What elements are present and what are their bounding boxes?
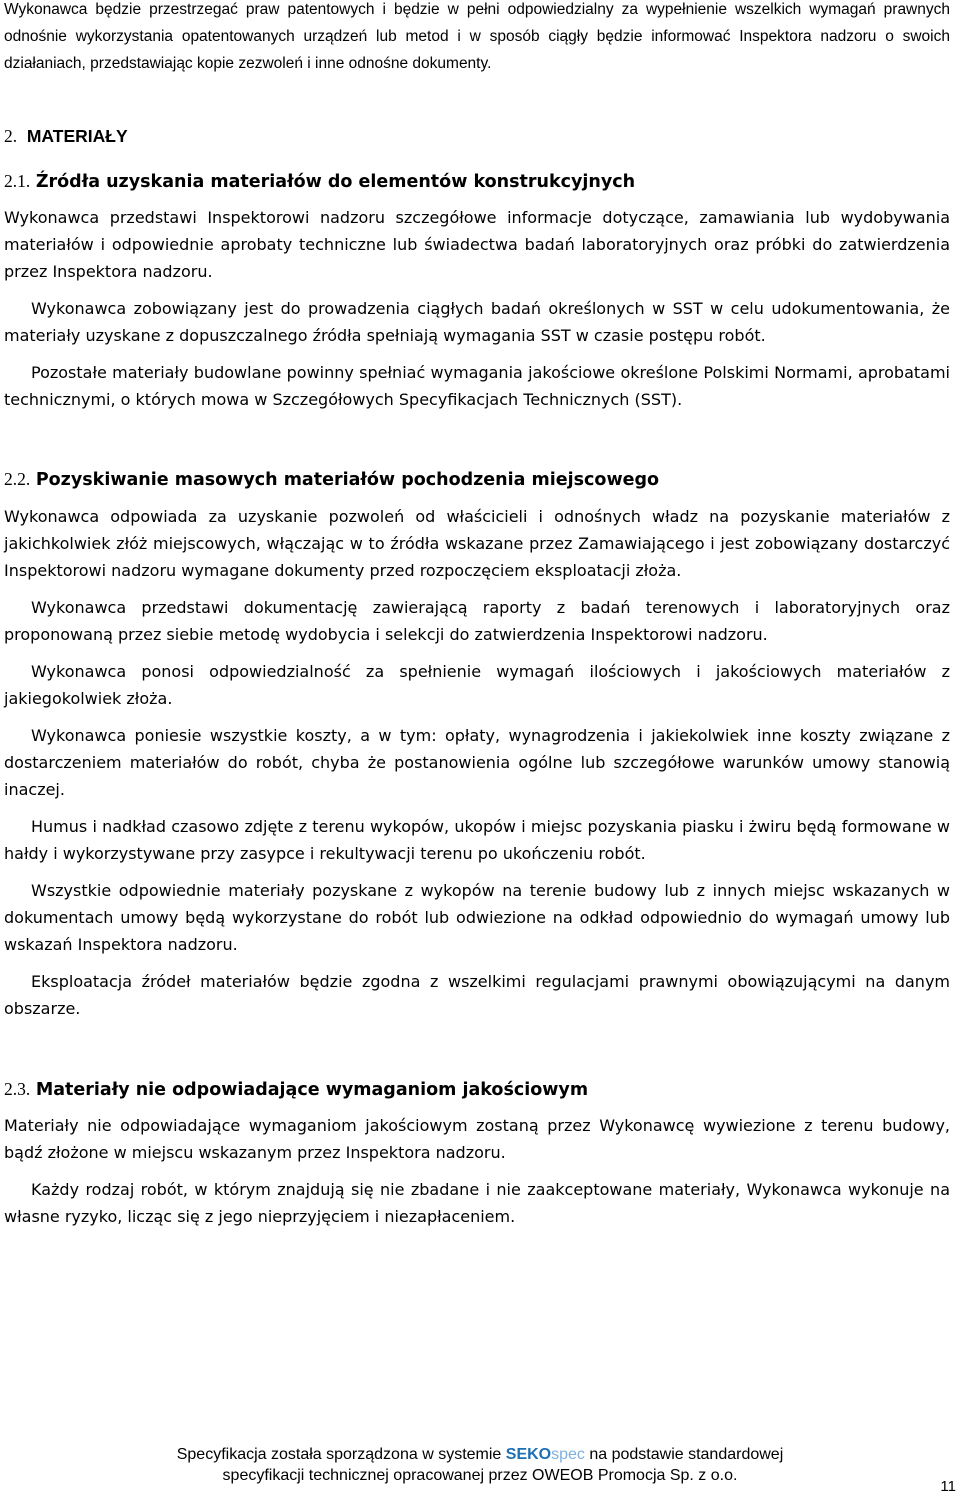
spec-logo-text: spec: [551, 1446, 585, 1463]
seko-logo-text: SEKO: [505, 1446, 552, 1463]
section-2-2-paragraph-2: Wykonawca przedstawi dokumentację zawierającą raporty z badań terenowych i laboratoryjnych oraz proponowaną przez siebie metodę wydobycia i selekcji do zatwierdzenia Inspektorowi nadzoru.: [4, 598, 950, 644]
section-2-2-paragraph-1: Wykonawca odpowiada za uzyskanie pozwoleń od właścicieli i odnośnych władz na pozyskanie materiałów z jakichkolwiek złóż miejscowych, włączając w to źródła wskazane przez Zamawiającego i jest zobowiązany dostarczyć Inspektorowi nadzoru wymagane dokumenty przed rozpoczęciem eksploatacji złoża.: [4, 507, 950, 580]
section-2-1-paragraph-3: Pozostałe materiały budowlane powinny spełniać wymagania jakościowe określone Polskimi Normami, aprobatami technicznymi, o których mowa w Szczegółowych Specyfikacjach Technicznych (SST).: [4, 363, 950, 409]
section-2-1-paragraph-2: Wykonawca zobowiązany jest do prowadzenia ciągłych badań określonych w SST w celu udokumentowania, że materiały uzyskane z dopuszczalnego źródła spełniają wymagania SST w czasie postępu robót.: [4, 299, 950, 345]
section-2-title: MATERIAŁY: [26, 126, 128, 146]
footer-text-before: Specyfikacja została sporządzona w systemie: [176, 1446, 506, 1463]
footer-line-1: [0, 1444, 960, 1465]
footer-line-2: specyfikacji technicznej opracowanej przez OWEOB Promocja Sp. z o.o.: [222, 1467, 738, 1484]
section-2-3-paragraph-1: Materiały nie odpowiadające wymaganiom jakościowym zostaną przez Wykonawcę wywiezione z terenu budowy, bądź złożone w miejscu wskazanym przez Inspektora nadzoru.: [4, 1116, 950, 1162]
section-2-heading: [4, 124, 128, 148]
section-2-2-title: Pozyskiwanie masowych materiałów pochodzenia miejscowego: [35, 470, 660, 490]
page-number: 11: [940, 1478, 956, 1495]
section-2-number: 2.: [4, 126, 18, 146]
section-2-1-heading: [4, 169, 635, 194]
section-2-3-title: Materiały nie odpowiadające wymaganiom jakościowym: [35, 1080, 589, 1100]
intro-paragraph: Wykonawca będzie przestrzegać praw patentowych i będzie w pełni odpowiedzialny za wypełnienie wszelkich wymagań prawnych odnośnie wykorzystania opatentowanych urządzeń lub metod i w sposób ciągły będzie informować Inspektora nadzoru o swoich działaniach, przedstawiając kopie zezwoleń i inne odnośne dokumenty.: [4, 1, 950, 72]
section-2-2-paragraph-5: Humus i nadkład czasowo zdjęte z terenu wykopów, ukopów i miejsc pozyskania piasku i żwiru będą formowane w hałdy i wykorzystywane przy zasypce i rekultywacji terenu po ukończeniu robót.: [4, 817, 950, 863]
section-2-2-paragraph-3: Wykonawca ponosi odpowiedzialność za spełnienie wymagań ilościowych i jakościowych materiałów z jakiegokolwiek złoża.: [4, 662, 950, 708]
section-2-2-number: 2.2.: [4, 469, 31, 489]
section-2-2-paragraph-4: Wykonawca poniesie wszystkie koszty, a w tym: opłaty, wynagrodzenia i jakiekolwiek inne koszty związane z dostarczeniem materiałów do robót, chyba że postanowienia ogólne lub szczegółowe warunków umowy stanowią inaczej.: [4, 726, 950, 799]
section-2-2-paragraph-7: Eksploatacja źródeł materiałów będzie zgodna z wszelkimi regulacjami prawnymi obowiązującymi na danym obszarze.: [4, 972, 950, 1018]
section-2-3-number: 2.3.: [4, 1079, 31, 1099]
section-2-3-paragraph-2: Każdy rodzaj robót, w którym znajdują się nie zbadane i nie zaakceptowane materiały, Wykonawca wykonuje na własne ryzyko, licząc się z jego nieprzyjęciem i niezapłaceniem.: [4, 1180, 950, 1226]
section-2-1-title: Źródła uzyskania materiałów do elementów konstrukcyjnych: [35, 172, 636, 192]
section-2-2-paragraph-6: Wszystkie odpowiednie materiały pozyskane z wykopów na terenie budowy lub z innych miejsc wskazanych w dokumentach umowy będą wykorzystane do robót lub odwiezione na odkład odpowiednio do wymagań umowy lub wskazań Inspektora nadzoru.: [4, 881, 950, 954]
section-2-1-number: 2.1.: [4, 171, 31, 191]
section-2-1-paragraph-1: Wykonawca przedstawi Inspektorowi nadzoru szczegółowe informacje dotyczące, zamawiania lub wydobywania materiałów i odpowiednie aprobaty techniczne lub świadectwa badań laboratoryjnych oraz próbki do zatwierdzenia przez Inspektora nadzoru.: [4, 208, 950, 281]
footer-text-after: na podstawie standardowej: [584, 1446, 784, 1463]
section-2-3-heading: [4, 1077, 588, 1102]
section-2-2-heading: [4, 467, 659, 492]
